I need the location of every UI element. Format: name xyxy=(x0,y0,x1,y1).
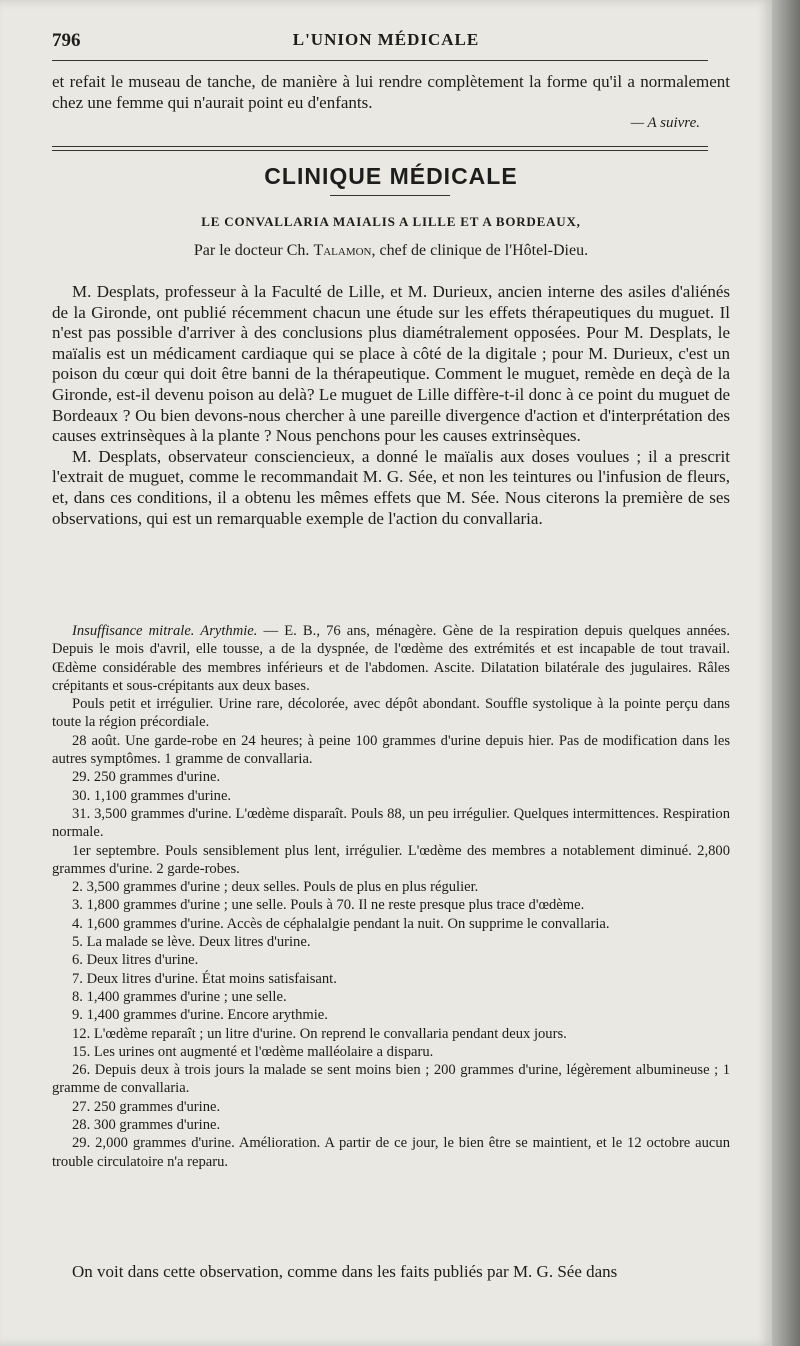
paragraph: M. Desplats, observateur consciencieux, a donné le maïalis aux doses voulues ; il a prescrit l'extrait de muguet, comme le recommandait M. G. Sée, et non les teintures ou l'infusion de fleurs, et, dans ces conditions, il a obtenu les mêmes effets que M. Sée. Nous citerons la première de ses observations, qui est un remarquable exemple de l'action du convallaria. xyxy=(52,446,730,528)
observation-entry: 15. Les urines ont augmenté et l'œdème malléolaire a disparu. xyxy=(72,1043,434,1060)
observation-entry: 8. 1,400 grammes d'urine ; une selle. xyxy=(72,988,287,1005)
intro-line: et refait le museau de tanche, de manière à lui rendre complètement la forme qu'il a normalement chez une femme qui n'aurait point eu d'enfants. xyxy=(52,72,730,112)
observation-entry: 6. Deux litres d'urine. xyxy=(72,952,199,969)
page-number: 796 xyxy=(52,30,81,51)
author-prefix: Par le docteur Ch. xyxy=(193,242,314,259)
intro-text xyxy=(52,72,730,134)
observation-entry: 1er septembre. Pouls sensiblement plus lent, irrégulier. L'œdème des membres a notablement diminué. 2,800 grammes d'urine. 2 garde-robes. xyxy=(52,842,730,877)
section-double-rule xyxy=(52,146,708,151)
author-suffix: , chef de clinique de l'Hôtel-Dieu. xyxy=(371,242,589,259)
a-suivre: — A suivre. xyxy=(630,115,700,132)
observation-entry: Pouls petit et irrégulier. Urine rare, décolorée, avec dépôt abondant. Souffle systolique à la pointe perçu dans toute la région précordiale. xyxy=(52,696,730,731)
observation-entry: 4. 1,600 grammes d'urine. Accès de céphalalgie pendant la nuit. On supprime le convallaria. xyxy=(72,915,610,932)
observation-entry: 27. 250 grammes d'urine. xyxy=(72,1098,221,1115)
title-rule xyxy=(330,195,450,196)
observation-intro xyxy=(52,622,730,695)
observation-entry: 29. 250 grammes d'urine. xyxy=(72,769,221,786)
observation-block xyxy=(52,622,730,1171)
observation-entry: 12. L'œdème reparaît ; un litre d'urine. On reprend le convallaria pendant deux jours. xyxy=(72,1025,567,1042)
article-subtitle: LE CONVALLARIA MAIALIS A LILLE ET A BORDEAUX, xyxy=(201,214,581,229)
observation-entry: 29. 2,000 grammes d'urine. Amélioration. A partir de ce jour, le bien être se maintient, et le 12 octobre aucun trouble circulatoire n'a reparu. xyxy=(52,1135,730,1170)
page-edge xyxy=(772,0,800,1346)
article-body xyxy=(52,282,730,529)
observation-title: Insuffisance mitrale. Arythmie. xyxy=(72,623,258,639)
observation-intro-text: — E. B., 76 ans, ménagère. Gène de la respiration depuis quelques années. Depuis le mois d'avril, elle tousse, a de la dyspnée, de l'œdème des extrémités et est incapable de tout travail. Œdème considérable des membres inférieurs et de l'abdomen. Ascite. Dilatation bilatérale des jugulaires. Râles crépitants et sous-crépitants aux deux bases. xyxy=(52,623,730,694)
header-rule xyxy=(52,60,708,61)
closing-text xyxy=(52,1262,730,1283)
running-header xyxy=(52,30,720,54)
observation-entry: 28. 300 grammes d'urine. xyxy=(72,1117,221,1134)
closing-line: On voit dans cette observation, comme dans les faits publiés par M. G. Sée dans xyxy=(72,1262,618,1281)
observation-entry: 2. 3,500 grammes d'urine ; deux selles. Pouls de plus en plus régulier. xyxy=(72,879,479,896)
observation-entry: 9. 1,400 grammes d'urine. Encore arythmie. xyxy=(72,1007,328,1024)
section-title: CLINIQUE MÉDICALE xyxy=(264,163,518,189)
observation-entry: 30. 1,100 grammes d'urine. xyxy=(72,787,232,804)
observation-entry: 7. Deux litres d'urine. État moins satisfaisant. xyxy=(72,970,337,987)
paragraph: M. Desplats, professeur à la Faculté de Lille, et M. Durieux, ancien interne des asiles d'aliénés de la Gironde, ont publié récemment chacun une étude sur les effets thérapeutiques du muguet. Il n'est pas possible d'arriver à des conclusions plus diamétralement opposées. Pour M. Desplats, le maïalis est un médicament cardiaque qui se place à côté de la digitale ; pour M. Durieux, c'est un poison du cœur qui doit être banni de la thérapeutique. Comment le muguet, remède en deçà de la Gironde, est-il devenu poison au delà? Le muguet de Lille diffère-t-il donc à ce point du muguet de Bordeaux ? Ou bien devons-nous chercher à une pareille divergence d'action et d'interprétation des causes extrinsèques à la plante ? Nous penchons pour les causes extrinsèques. xyxy=(52,282,730,446)
journal-title: L'UNION MÉDICALE xyxy=(292,30,480,49)
observation-entry: 28 août. Une garde-robe en 24 heures; à peine 100 grammes d'urine depuis hier. Pas de modification dans les autres symptômes. 1 gramme de convallaria. xyxy=(52,732,730,768)
observation-entry: 31. 3,500 grammes d'urine. L'œdème disparaît. Pouls 88, un peu irrégulier. Quelques intermittences. Respiration normale. xyxy=(52,805,730,841)
article-author xyxy=(52,242,730,260)
observation-entry: 3. 1,800 grammes d'urine ; une selle. Pouls à 70. Il ne reste presque plus trace d'œdème. xyxy=(72,897,585,914)
author-name: Talamon xyxy=(313,242,372,259)
observation-entry: 26. Depuis deux à trois jours la malade se sent moins bien ; 200 grammes d'urine, légèrement albumineuse ; 1 gramme de convallaria. xyxy=(52,1062,730,1097)
observation-entry: 5. La malade se lève. Deux litres d'urine. xyxy=(72,934,311,951)
